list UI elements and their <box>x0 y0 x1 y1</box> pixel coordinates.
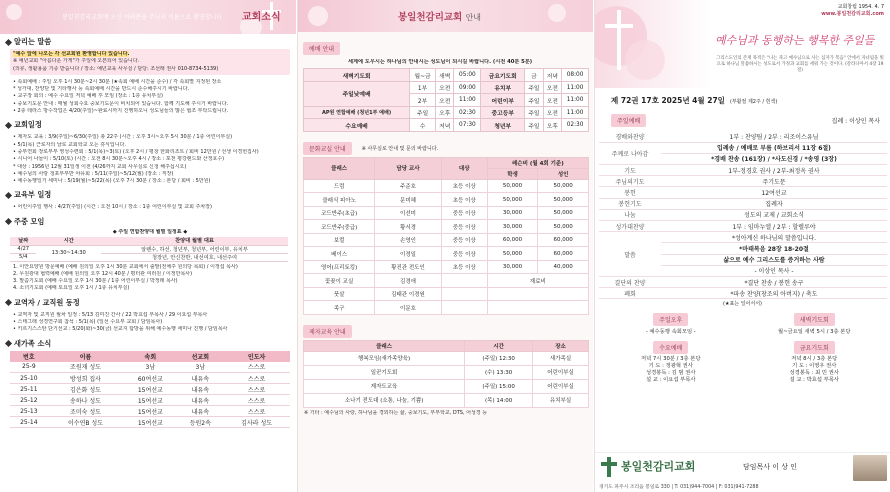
list-item: • 중보기도문 안내 : 매월 성회수요 중보기도문이 비치되어 있습니다. 함께 기도해 주시기 바랍니다. <box>13 100 229 107</box>
weekly-list <box>10 262 290 295</box>
table-row: 주께로 나아감 입례송 / 예배로 부름 (하브리서 11장 6절) <box>599 142 887 153</box>
standing-note: (★표는 일어서서) <box>723 301 762 308</box>
list-item: 4. 소녀기도회 (예배 토요일 오후 1시 / 1층 유치부실) <box>13 285 130 292</box>
table-row: *경배 찬송 (161장) / *사도신경 / *송영 (3장) <box>599 153 887 164</box>
table-row: 나눔 성도의 교제 / 교회소식 <box>599 209 887 220</box>
table-row: 제자도교육 (주일) 15:00 어린이부실 <box>304 379 589 393</box>
guide-banner: 봉일천감리교회 안내 <box>298 0 593 32</box>
table-row: 수요예배 수 저녁 07:30 청년부 주일 오후 02:30 <box>304 119 589 132</box>
list-item: • 교구장 회의 : 예수 수요일 저녁 예배 후 모임 (장소 : 1층 유치부실) <box>13 93 163 100</box>
table-row: 코드반주(중급) 황서경 중등 이상 30,000 50,000 <box>304 220 589 234</box>
table-row: 삶으로 예수 그리스도를 증거하는 사람 <box>599 254 887 265</box>
newfamily-table: 번호 이름 속회 선교회 인도자 25-9 조원재 성도 3남 3남 스스로 25-10 방성희 집사 60여선교 내유속 스스로 25-11 김은화 성도 15여선교 내유속 스스로 25-12 송하나 성도 15여선교 내유속 스스로 25-13 조미숙 성도 15여선교 내유속 스스로 25-14 이수연B 성도 15여선교 등원2속 김사라 성도 <box>10 351 290 429</box>
list-item: • 시니어 나들이 : 5/10(토) (시간 : 오전 8시 30분~오후 4시 / 장소 : 포천 평강랜드와 산정호수) <box>13 156 225 163</box>
issue-number: 제 72권 17호 2025년 4월 27일 <box>611 96 725 105</box>
schedule-list <box>10 132 290 187</box>
cover-page <box>594 0 890 492</box>
table-row: 주님의기도 주기도문 <box>599 176 887 187</box>
staff-list <box>10 310 290 336</box>
discipleship-tag: 제자교육 안내 <box>303 325 352 338</box>
table-row: 족구 이문호 <box>304 301 589 315</box>
list-item: * 대상 : 1956년 12월 31일생 이전 (4/26까지 교회 사무실로 신청 해주십시오) <box>13 163 187 170</box>
role-line: 성경봉독 : 김 범 권사 <box>646 370 696 377</box>
dawn-prayer-tag: 새벽기도회 <box>794 313 835 326</box>
table-row: 봉헌기도 집례자 <box>599 198 887 209</box>
table-row: 경배와찬양 1부 : 찬양팀 / 2부 : 리조이스유님 <box>599 131 887 142</box>
role-line: 설 교 : 박효섭 부목사 <box>789 377 839 384</box>
table-row: 기도 1부-정경호 권사 / 2부-최정옥 권사 <box>599 165 887 176</box>
choir-table-caption: ◆ 주일 연합찬양대 월별 일정표 ◆ <box>112 228 188 235</box>
table-row: 행복모임(새가족양육) (주일) 12:30 새가족실 <box>304 351 589 365</box>
verse-line: "예수 앞에 나오는 각 선교회원 환영합니다 있습니다. <box>13 51 130 57</box>
table-row: 4/27 13:30~14:30 알렌수, 하선, 청년부, 청년부, 어린이부, 유치부 <box>10 245 288 253</box>
worship-note: 세계에 도우시는 하나님의 안내시는 성도님이 되시길 바랍니다. (시전 40분 5분) <box>348 59 533 65</box>
table-row: 25-11 김은화 성도 15여선교 내유속 스스로 <box>10 384 290 395</box>
table-row: 주일낮예배 1부 오전 09:00 유치부 주일 오전 11:00 <box>304 81 589 94</box>
mission-text: 그리스도인의 존재 목적은 "나는 죽고 예수님으로 사는 십자가 복음" 안에서 자녀됨을 빛으로 하나님 말씀하시는 성도로서 가정과 교회를 세워 가는 것이다. <box>716 56 884 67</box>
table-row: 25-13 조미숙 성도 15여선교 내유속 스스로 <box>10 406 290 417</box>
table-row: 드럼 주준호 초등 이상 50,000 50,000 <box>304 179 589 193</box>
wednesday-time: 저녁 7시 30분 / 3층 본당 <box>640 356 701 363</box>
worship-table <box>303 68 589 132</box>
issue-sub: (부활절 제2주 / 흰색) <box>729 99 778 105</box>
list-item: • 예수동행일기 세미나 : 5/19(월)~5/22(목) (오후 7시 30분 / 장소 : 본당 / 회비 : 5만원) <box>13 178 211 185</box>
section-announce-heading: 알리는 말씀 <box>6 37 296 47</box>
friday-tag: 금요기도회 <box>794 341 835 354</box>
table-row: AP원 연합예배 (청년1부 예배) 주일 오후 02:30 중고등부 주일 오전 11:00 <box>304 106 589 119</box>
table-row: 결단의 찬양 *결단 찬송 / 봉헌 송구 <box>599 276 887 287</box>
section-education-heading: 교육부 일정 <box>6 190 296 200</box>
role-line: 설 교 : 이요섭 부목사 <box>646 377 696 384</box>
discipleship-note: ※ 기타 : 예수님의 사랑, 하나님을 경외하는 삶, 중보기도, 부부학교, DTS, 어성경 등 <box>304 409 488 416</box>
list-item: • 키르기스스탄 단기선교 : 5/20(화)~30(금) 선교지 탐방을 위해 예수동행 세미나 진행 / 담임목사 <box>13 326 228 333</box>
announce-line: ※ 예년교회 "아름다운 가게"가 주일에 오픈되어 있습니다. <box>13 58 140 65</box>
list-item: • 교역자 및 교직원 월차 일정 : 5/13 김미진 간사 / 22 박효섭 부목사 / 29 이요섭 부목사 <box>13 311 208 318</box>
founded-date: 교회창립 1954. 4. 7 <box>837 4 884 10</box>
list-item: • 제자도 교육 : 3/9(주일)~6/30(주일) 총 22주 (시간 : 오후 3시~오후 5시 30분 / 1층 어린이부실) <box>13 134 233 141</box>
sunday-afternoon-text: - 예수동행 속회모임 - <box>645 329 696 336</box>
role-line: 성경봉독 : 최 민 권사 <box>789 370 839 377</box>
table-row: 보컬 손영인 중등 이상 60,000 60,000 <box>304 233 589 247</box>
table-row: 말씀 *성아계신 하나님의 말씀입니다. <box>599 232 887 243</box>
culture-table: 클래스 담당 교사 대상 레슨비 (월 4회 기준) 학생 성인 드럼 주준호 초등 이상 50,000 50,000 클래식 피아노 문미혜 초등 이상 50,000 50,000 코드반주(초급) 이선미 중등 이상 30,000 50,000 코드반주(중급) 황서경 중등 이상 30,000 50,000 보컬 손영인 중등 이상 60,000 60,000 베이스 이정일 중등 이상 50,000 60,000 영어(프리토킹) 황진관 전도인 초등 이상 30,000 40,000 꽃꽂이 교실 김경애 재료비 풋살 김태관 이경원 족구 이문호 <box>303 157 589 315</box>
main-leader: 집례 : 이상인 목사 <box>831 118 880 125</box>
diamond-icon <box>5 340 12 347</box>
church-footer <box>595 452 890 492</box>
church-address: 경기도 파주시 조리읍 봉일로 330 | T: 031)944-7004 | F: 031)941-7288 <box>599 485 759 490</box>
table-row: 25-14 이수연B 성도 15여선교 등원2속 김사라 성도 <box>10 417 290 428</box>
diamond-icon <box>5 38 12 45</box>
diamond-icon <box>5 122 12 129</box>
pastor-name: 담임목사 이 상 인 <box>743 463 798 471</box>
table-row: 폐회 *파송 찬양(창조의 아버지) / 축도 <box>599 288 887 299</box>
role-line: 기 도 : 이영우 권사 <box>792 363 837 370</box>
list-item: • 어린이주일 행사 : 4/27(주일) (시간 : 오전 10시 / 장소 : 1층 어린이부실 및 교회 주차장) <box>13 204 212 211</box>
church-logo-icon <box>599 457 619 477</box>
table-row: 2부 오전 11:00 어린이부 주일 오전 11:00 <box>304 94 589 107</box>
page-title: 교회소식 <box>242 12 281 23</box>
list-item: • 스태그래 성경연구회 참석 : 5/1(목) (일선 수요부 교회 / 담임목사) <box>13 319 163 326</box>
friday-time: 저녁 8시 / 3층 본당 <box>791 356 838 363</box>
table-row: 클래식 피아노 문미혜 초등 이상 50,000 50,000 <box>304 193 589 207</box>
table-row: 새벽기도회 월~금 새벽 05:00 금요기도회 금 저녁 08:00 <box>304 69 589 82</box>
table-row: 성가대찬양 1부 : 임마누엘 / 2부 : 할렐루야 <box>599 221 887 232</box>
table-row: 꽃꽂이 교실 김경애 재료비 <box>304 274 589 288</box>
table-row: 25-12 송하나 성도 15여선교 내유속 스스로 <box>10 395 290 406</box>
table-row: 풋살 김태관 이경원 <box>304 287 589 301</box>
table-row: 5/4 청장년, 안신찬반, 내선여호, 내선주여 <box>10 253 288 261</box>
table-row: 25-9 조원재 성도 3남 3남 스스로 <box>10 362 290 373</box>
section-newfamily-heading: 새가족 소식 <box>6 339 296 349</box>
section-weekly-heading: 주중 모임 <box>6 217 296 227</box>
announce-list <box>10 77 290 117</box>
wednesday-tag: 수요예배 <box>653 341 688 354</box>
cover-header <box>595 0 890 88</box>
table-row: 영어(프리토킹) 황진관 전도인 초등 이상 30,000 40,000 <box>304 260 589 274</box>
dawn-prayer-text: 월~금요일 새벽 5시 / 3층 본당 <box>777 329 851 336</box>
welcome-text: 봉일천감리교회에 오신 여러분을 주님의 이름으로 환영합니다 <box>62 14 223 21</box>
section-schedule-heading: 교회일정 <box>6 120 296 130</box>
table-row: 25-10 방성희 집사 60여선교 내유속 스스로 <box>10 373 290 384</box>
culture-note: ※ 사무실로 안내 및 문의 바랍니다. <box>361 145 439 152</box>
announce-box <box>10 49 290 75</box>
list-item: * 성가대, 찬양단 및 기타행사 등 속회예배 시간을 반드시 준수해주시기 바랍니다. <box>13 86 190 93</box>
discipleship-table: 클래스 시간 장소 행복모임(새가족양육) (주일) 12:30 새가족실 일꾼기도회 (수) 13:30 어린이부실 제자도교육 (주일) 15:00 어린이부실 소나기 전도대 (소통, 나눔, 기쁨) (목) 14:00 유치부실 <box>303 340 589 408</box>
list-item: • 2층 테라스 방수작업은 4/20(주일)~완료시까지 진행하오니 성도님들의 많은 협조 부탁드립니다. <box>13 108 229 115</box>
list-item: • 중부연회 장로부부 영성수련회 : 5/1(목)~3(토) (오후 2시 / 평창 한화리조트 / 회비 12만원 / 선생 이경헌집사) <box>13 148 259 155</box>
guide-page <box>297 0 593 492</box>
mission-ref: (갈라디아서 4장 19절) <box>797 62 884 73</box>
diamond-icon <box>5 299 12 306</box>
role-line: 기 도 : 정광혁 권사 <box>648 363 693 370</box>
table-row: *마태복음 28장 18-20절 <box>599 243 887 254</box>
page-title: 봉일천감리교회 <box>398 12 463 23</box>
table-row: 코드반주(초급) 이선미 중등 이상 30,000 50,000 <box>304 206 589 220</box>
church-building-image <box>853 455 887 481</box>
sunday-afternoon-tag: 주일오후 <box>653 313 688 326</box>
church-name: 봉일천감리교회 <box>621 460 696 473</box>
news-page <box>0 0 296 492</box>
table-row: 베이스 이정일 중등 이상 50,000 60,000 <box>304 247 589 261</box>
diamond-icon <box>5 192 12 199</box>
table-row: 봉헌 12여선교 <box>599 187 887 198</box>
list-item: • 예수님의 사랑 청포부부반 야유회 : 5/11(주일)~5/12(월) (장소 : 직장) <box>13 170 174 177</box>
diamond-icon <box>5 218 12 225</box>
slogan: 예수님과 동행하는 행복한 주일들 <box>715 34 875 47</box>
culture-class-tag: 문화교실 안내 <box>303 142 352 155</box>
table-row: 일꾼기도회 (수) 13:30 어린이부실 <box>304 365 589 379</box>
announce-line: (의류, 생활용품 기증 받습니다 / 장소: 예년교육 사무실 / 담당: 조선래 권사 010-8734-5139) <box>13 65 219 72</box>
cross-icon <box>617 10 621 70</box>
worship-guide-tag: 예배 안내 <box>303 42 340 55</box>
order-of-worship-table <box>599 131 887 299</box>
table-row: 소나기 전도대 (소통, 나눔, 기쁨) (목) 14:00 유치부실 <box>304 393 589 407</box>
main-worship-tag: 주일예배 <box>611 114 646 127</box>
church-url[interactable]: www.봉일천감리교회.com <box>821 11 884 17</box>
section-staff-heading: 교역자 / 교직원 동정 <box>6 298 296 308</box>
list-item: • 속회예배 : 주일 오후 1시 30분~2시 30분 (★속회 예배 시간을 준수) / 각 속회별 지정된 장소 <box>13 78 222 85</box>
list-item: 2. 무원광대 협력예배 (예배 원의일 오후 12시 40분 / 평터관 여러원 / 이정만목사) <box>13 270 193 277</box>
news-banner <box>0 0 296 34</box>
choir-schedule-table: 날짜 시간 찬양대 월별 대표 4/27 13:30~14:30 알렌수, 하선, 청년부, 청년부, 어린이부, 유치부 5/4 청장년, 안신찬반, 내선여호, 내선주여 <box>10 237 288 262</box>
list-item: 3. 말씀기도회 (예배 수요일 오후 1시 30분 / 1층 어린이부실 / 박정래 목사) <box>13 278 178 285</box>
list-item: • 5/1(목) 근로자의 날로 교회학교 오는 휴식입니다. <box>13 141 126 148</box>
table-row: - 이상인 목사 - <box>599 265 887 276</box>
list-item: 1. 이안요양원 방문예배 (예배 원의일 오후 1시 30분 교회에서 출발(전체주 원의당 목회) / 이정섭 목사) <box>13 263 238 270</box>
